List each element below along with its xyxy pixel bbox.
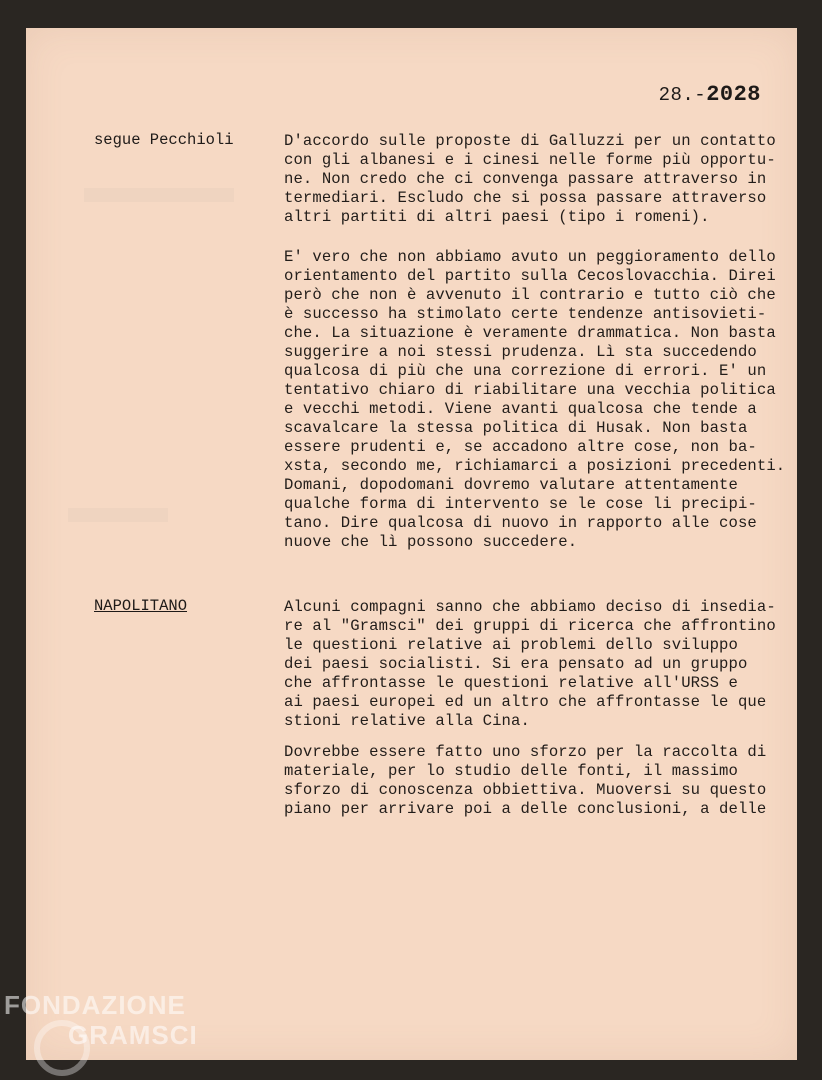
page-number-value: 2028: [706, 82, 761, 107]
page-number-prefix: 28.-: [658, 84, 707, 106]
fondazione-gramsci-watermark: [4, 990, 198, 1050]
paragraph: D'accordo sulle proposte di Galluzzi per un contatto con gli albanesi e i cinesi nelle forme più opportu- ne. Non credo che ci convenga passare attraverso in termediari. Escludo che si possa passare attraverso altri partiti di altri paesi (tipo i romeni).: [284, 132, 776, 226]
paragraph: E' vero che non abbiamo avuto un peggioramento dello orientamento del partito sulla Cecoslovacchia. Direi però che non è avvenuto il contrario e tutto ciò che è successo ha stimolato certe tendenze antisovieti- che. La situazione è veramente drammatica. Non basta suggerire a noi stessi prudenza. Lì sta succedendo qualcosa di più che una correzione di errori. E' un tentativo chiaro di riabilitare una vecchia politica e vecchi metodi. Viene avanti qualcosa che tende a scavalcare la stessa politica di Husak. Non basta essere prudenti e, se accadono altre cose, non ba- xsta, secondo me, richiamarci a posizioni precedenti. Domani, dopodomani dovremo valutare attentamente qualche forma di intervento se le cose li precipi- tano. Dire qualcosa di nuovo in rapporto alle cose nuove che lì possono succedere.: [284, 248, 786, 551]
watermark-line2: GRAMSCI: [68, 1020, 198, 1050]
document-page: [26, 28, 797, 1060]
bleed-through-shadow: [68, 508, 168, 522]
paragraph: Alcuni compagni sanno che abbiamo deciso di insedia- re al "Gramsci" dei gruppi di ricerca che affrontino le questioni relative ai problemi dello sviluppo dei paesi socialisti. Si era pensato ad un gruppo che affrontasse le questioni relative all'URSS e ai paesi europei ed un altro che affrontasse le que stioni relative alla Cina.: [284, 598, 776, 730]
speaker-label: NAPOLITANO: [94, 597, 188, 615]
speaker-label: segue Pecchioli: [94, 131, 234, 149]
paragraph: Dovrebbe essere fatto uno sforzo per la raccolta di materiale, per lo studio delle fonti, il massimo sforzo di conoscenza obbiettiva. Muoversi su questo piano per arrivare poi a delle conclusioni, a delle: [284, 743, 767, 818]
watermark-logo-icon: [34, 1020, 90, 1076]
watermark-line1: FONDAZIONE: [4, 990, 186, 1020]
bleed-through-shadow: [84, 188, 234, 202]
page-number: [659, 82, 761, 107]
